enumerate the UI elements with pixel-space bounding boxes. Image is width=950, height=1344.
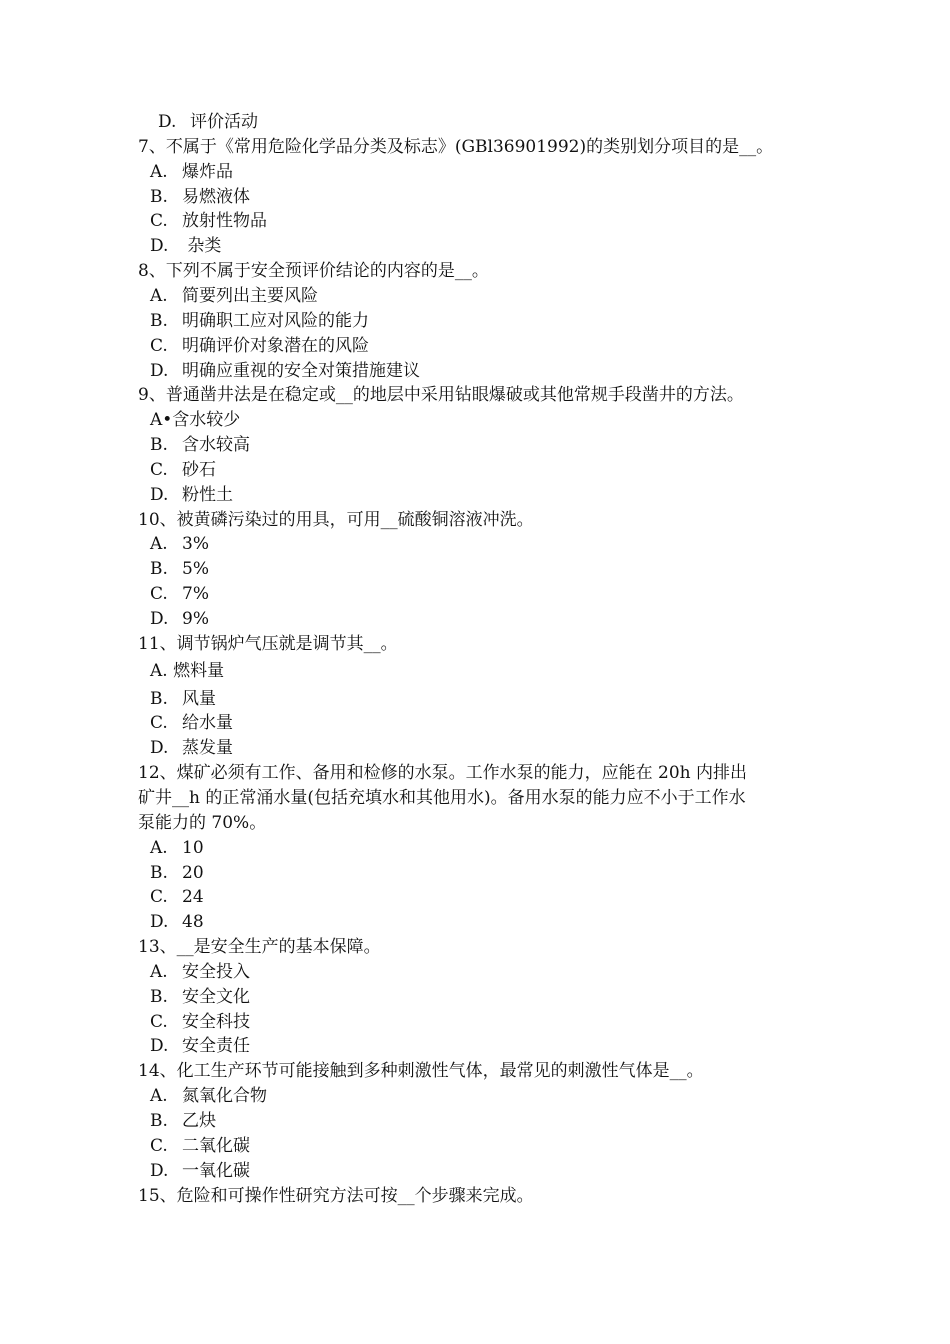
option-text: 安全责任 bbox=[182, 1036, 250, 1057]
option-line bbox=[150, 557, 209, 582]
option-label: B. bbox=[150, 862, 168, 883]
option-label: A. bbox=[150, 285, 168, 306]
option-label: B. bbox=[150, 435, 168, 456]
option-text: 48 bbox=[182, 912, 204, 933]
option-label: D. bbox=[150, 609, 169, 629]
option-line bbox=[150, 885, 204, 910]
option-line bbox=[150, 985, 250, 1010]
option-label: D. bbox=[158, 112, 177, 132]
option-line bbox=[150, 607, 209, 632]
option-label: B. bbox=[150, 1111, 168, 1131]
option-label: C. bbox=[150, 887, 168, 908]
option-line bbox=[150, 532, 209, 557]
option-label: A. bbox=[150, 837, 168, 858]
option-line: A. 燃料量 bbox=[150, 660, 225, 681]
option-line bbox=[150, 1159, 250, 1184]
option-label: B. bbox=[150, 310, 168, 331]
option-line bbox=[150, 1010, 250, 1035]
option-text: 风量 bbox=[182, 688, 216, 709]
option-line bbox=[158, 110, 258, 135]
option-label: D. bbox=[150, 738, 169, 759]
question-text: 9、普通凿井法是在稳定或__的地层中采用钻眼爆破或其他常规手段凿井的方法。 bbox=[138, 385, 744, 406]
option-label: C. bbox=[150, 1011, 168, 1032]
option-text: 9% bbox=[182, 609, 209, 629]
option-line bbox=[150, 736, 233, 761]
question-text: 7、不属于《常用危险化学品分类及标志》(GBl36901992)的类别划分项目的是__。 bbox=[138, 136, 774, 157]
option-label: B. bbox=[150, 559, 168, 580]
option-line bbox=[150, 284, 318, 309]
option-text: 粉性土 bbox=[182, 484, 233, 505]
option-label: B. bbox=[150, 688, 168, 709]
question-text: 矿井__h 的正常涌水量(包括充填水和其他用水)。备用水泵的能力应不小于工作水 bbox=[138, 787, 746, 808]
option-text: 砂石 bbox=[182, 459, 216, 480]
option-line bbox=[150, 1134, 250, 1159]
question-text: 11、调节锅炉气压就是调节其__。 bbox=[138, 633, 398, 654]
option-label: D. bbox=[150, 236, 169, 257]
option-label: B. bbox=[150, 186, 168, 207]
option-label: D. bbox=[150, 360, 169, 381]
option-text: 20 bbox=[182, 862, 204, 883]
option-text: 杂类 bbox=[182, 236, 222, 257]
option-text: 3% bbox=[182, 534, 209, 555]
option-line bbox=[150, 483, 233, 508]
option-text: 10 bbox=[182, 837, 204, 858]
option-line bbox=[150, 334, 369, 359]
option-line bbox=[150, 1084, 267, 1109]
option-text: 评价活动 bbox=[190, 112, 258, 132]
question-text: 泵能力的 70%。 bbox=[138, 812, 267, 833]
option-label: C. bbox=[150, 459, 168, 480]
option-line bbox=[150, 185, 250, 210]
option-text: 明确职工应对风险的能力 bbox=[182, 310, 369, 331]
question-text: 13、__是安全生产的基本保障。 bbox=[138, 937, 381, 958]
option-line bbox=[150, 910, 204, 935]
option-line bbox=[150, 687, 216, 712]
option-text: 7% bbox=[182, 584, 209, 605]
option-label: B. bbox=[150, 986, 168, 1007]
option-text: 简要列出主要风险 bbox=[182, 285, 318, 306]
option-label: A. bbox=[150, 161, 168, 182]
option-text: 给水量 bbox=[182, 713, 233, 734]
option-text: 易燃液体 bbox=[182, 186, 250, 207]
option-text: 二氧化碳 bbox=[182, 1135, 250, 1156]
option-text: 含水较高 bbox=[182, 435, 250, 456]
question-text: 12、煤矿必须有工作、备用和检修的水泵。工作水泵的能力，应能在 20h 内排出 bbox=[138, 763, 748, 784]
option-text: 乙炔 bbox=[182, 1111, 216, 1131]
question-text: 14、化工生产环节可能接触到多种刺激性气体，最常见的刺激性气体是__。 bbox=[138, 1061, 704, 1082]
option-label: D. bbox=[150, 484, 169, 505]
option-line bbox=[150, 160, 233, 185]
option-label: C. bbox=[150, 1135, 168, 1156]
option-text: 放射性物品 bbox=[182, 211, 267, 232]
option-text: 24 bbox=[182, 887, 204, 908]
question-text: 10、被黄磷污染过的用具，可用__硫酸铜溶液冲洗。 bbox=[138, 509, 534, 530]
question-text: 8、下列不属于安全预评价结论的内容的是__。 bbox=[138, 261, 489, 282]
option-line bbox=[150, 234, 221, 259]
option-label: C. bbox=[150, 335, 168, 356]
option-line bbox=[150, 458, 216, 483]
option-label: D. bbox=[150, 1036, 169, 1057]
option-line bbox=[150, 209, 267, 234]
option-text: 明确应重视的安全对策措施建议 bbox=[182, 360, 420, 381]
option-line bbox=[150, 309, 369, 334]
option-line bbox=[150, 1034, 250, 1059]
question-text: 15、危险和可操作性研究方法可按__个步骤来完成。 bbox=[138, 1185, 534, 1206]
option-line: A•含水较少 bbox=[150, 410, 241, 431]
option-text: 5% bbox=[182, 559, 209, 580]
option-label: C. bbox=[150, 211, 168, 232]
option-text: 明确评价对象潜在的风险 bbox=[182, 335, 369, 356]
option-label: C. bbox=[150, 713, 168, 734]
option-text: 蒸发量 bbox=[182, 738, 233, 759]
option-label: A. bbox=[150, 961, 168, 982]
option-line bbox=[150, 711, 233, 736]
option-text: 安全科技 bbox=[182, 1011, 250, 1032]
option-text: 安全投入 bbox=[182, 961, 250, 982]
option-label: D. bbox=[150, 912, 169, 933]
option-line bbox=[150, 836, 204, 861]
option-text: 氮氧化合物 bbox=[182, 1086, 267, 1107]
option-label: A. bbox=[150, 1086, 168, 1107]
option-label: C. bbox=[150, 584, 168, 605]
option-line bbox=[150, 433, 250, 458]
option-line bbox=[150, 359, 420, 384]
option-line bbox=[150, 861, 204, 886]
option-text: 安全文化 bbox=[182, 986, 250, 1007]
option-text: 爆炸品 bbox=[182, 161, 233, 182]
option-label: D. bbox=[150, 1160, 169, 1181]
option-line bbox=[150, 582, 209, 607]
option-line bbox=[150, 1109, 216, 1134]
option-text: 一氧化碳 bbox=[182, 1160, 250, 1181]
option-label: A. bbox=[150, 534, 168, 555]
option-line bbox=[150, 960, 250, 985]
